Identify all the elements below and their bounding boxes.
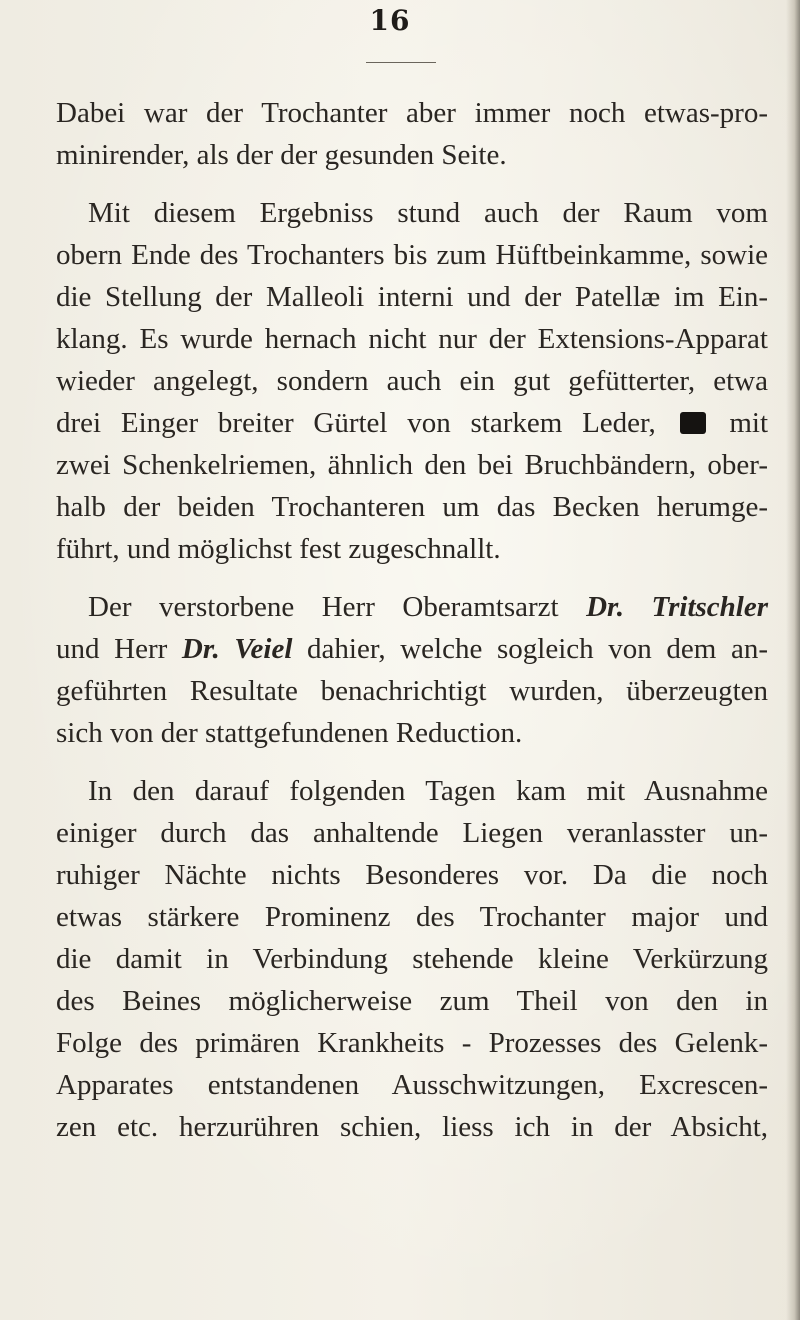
text-line: ruhiger Nächte nichts Besonderes vor. Da die noch (56, 859, 768, 891)
text-line: Folge des primären Krankheits - Prozesses des Gelenk- (56, 1027, 768, 1059)
text-fragment: mit (729, 407, 769, 439)
text-line: etwas stärkere Prominenz des Trochanter major und (56, 901, 768, 933)
text-line: klang. Es wurde hernach nicht nur der Extensions-Apparat (56, 323, 768, 355)
paragraph-3 (56, 586, 768, 754)
text-line: sich von der stattgefundenen Reduction. (56, 717, 523, 749)
text-line: minirender, als der der gesunden Seite. (56, 139, 507, 171)
text-line (56, 586, 768, 628)
text-fragment: und Herr (56, 633, 182, 665)
paragraph-2 (56, 192, 768, 570)
page-edge-shadow (786, 0, 800, 1320)
paragraph-4 (56, 770, 768, 1148)
text-line: geführten Resultate benachrichtigt wurden, überzeugten (56, 675, 768, 707)
text-line: führt, und möglichst fest zugeschnallt. (56, 533, 501, 565)
person-name: Dr. Veiel (181, 633, 293, 665)
text-fragment: Der verstorbene Herr Oberamtsarzt (88, 591, 587, 623)
page-number-rule (366, 62, 436, 63)
text-fragment: dahier, welche sogleich von dem an- (292, 633, 768, 665)
text-fragment: drei Einger breiter Gürtel von starkem Leder, (56, 407, 656, 439)
text-line: die damit in Verbindung stehende kleine Verkürzung (56, 943, 768, 975)
ink-blot-mark (680, 412, 706, 434)
text-line: zwei Schenkelriemen, ähnlich den bei Bruchbändern, ober- (56, 449, 768, 481)
text-line-with-ink-blot (56, 402, 768, 444)
text-line (56, 628, 768, 670)
text-line: des Beines möglicherweise zum Theil von den in (56, 985, 768, 1017)
page-number: 16 (369, 4, 411, 37)
body-text (56, 92, 768, 1148)
paragraph-1 (56, 92, 768, 176)
text-line: Dabei war der Trochanter aber immer noch etwas-pro- (56, 97, 768, 129)
text-line: einiger durch das anhaltende Liegen veranlasster un- (56, 817, 768, 849)
text-line: die Stellung der Malleoli interni und der Patellæ im Ein- (56, 281, 768, 313)
text-line: wieder angelegt, sondern auch ein gut gefütterter, etwa (56, 365, 768, 397)
text-line: Mit diesem Ergebniss stund auch der Raum vom (88, 197, 768, 229)
text-line: zen etc. herzurühren schien, liess ich in der Absicht, (56, 1111, 768, 1143)
text-line: obern Ende des Trochanters bis zum Hüftbeinkamme, sowie (56, 239, 768, 271)
person-name: Dr. Tritschler (586, 591, 768, 623)
text-line: In den darauf folgenden Tagen kam mit Ausnahme (88, 775, 768, 807)
text-line: Apparates entstandenen Ausschwitzungen, Excrescen- (56, 1069, 768, 1101)
text-line: halb der beiden Trochanteren um das Becken herumge- (56, 491, 768, 523)
